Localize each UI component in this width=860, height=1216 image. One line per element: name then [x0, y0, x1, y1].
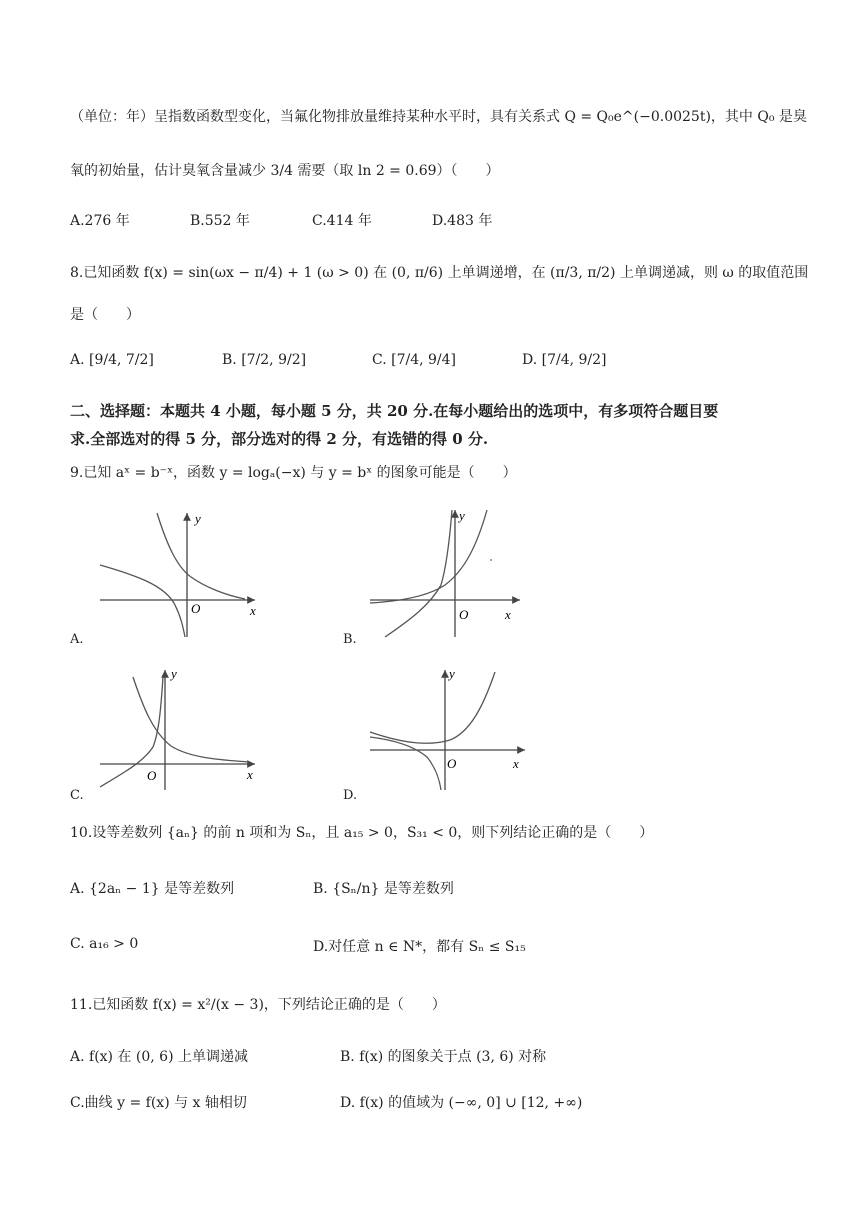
q11-option-b: B. f(x) 的图象关于点 (3, 6) 对称 — [340, 1049, 547, 1065]
q8-line1: 8.已知函数 f(x) = sin(ωx − π/4) + 1 (ω > 0) 在 (0, π/6) 上单调递增，在 (π/3, π/2) 上单调递减，则 ω 的取值范围 — [70, 265, 809, 281]
x-label: x — [250, 603, 256, 618]
q10-option-b: B. {Sₙ/n} 是等差数列 — [313, 881, 454, 897]
origin-label: O — [459, 607, 469, 622]
y-label: y — [195, 511, 201, 526]
origin-label: O — [191, 601, 201, 616]
x-label: x — [513, 756, 519, 771]
curve-exp — [370, 510, 487, 603]
x-label: x — [505, 607, 511, 622]
q8-line2: 是（ ） — [70, 307, 140, 323]
q7-option-a: A.276 年 — [70, 213, 130, 229]
y-label: y — [459, 508, 465, 523]
q10-stem: 10.设等差数列 {aₙ} 的前 n 项和为 Sₙ，且 a₁₅ > 0，S₃₁ < 0，则下列结论正确的是（ ） — [70, 825, 654, 841]
curve-log — [370, 737, 441, 790]
curve-exp — [133, 677, 250, 762]
origin-label: O — [147, 768, 157, 783]
q9-graph-d-label: D. — [343, 788, 358, 803]
q9-graph-c-label: C. — [70, 788, 84, 803]
x-label: x — [247, 767, 253, 782]
q9-graph-b-label: B. — [343, 632, 357, 647]
curve-exp — [157, 513, 245, 599]
q8-option-d: D. [7/4, 9/2] — [522, 352, 607, 368]
q10-option-c: C. a₁₆ > 0 — [70, 936, 139, 952]
q7-line2: 氧的初始量，估计臭氧含量减少 3/4 需要（取 ln 2 = 0.69）（ ） — [70, 163, 500, 179]
q11-option-a: A. f(x) 在 (0, 6) 上单调递减 — [70, 1049, 249, 1065]
q7-option-b: B.552 年 — [190, 213, 250, 229]
q10-option-d: D.对任意 n ∈ N*，都有 Sₙ ≤ S₁₅ — [313, 939, 526, 955]
q11-option-d: D. f(x) 的值域为 (−∞, 0] ∪ [12, +∞) — [340, 1095, 583, 1111]
q8-option-c: C. [7/4, 9/4] — [372, 352, 456, 368]
q11-stem: 11.已知函数 f(x) = x²/(x − 3)，下列结论正确的是（ ） — [70, 997, 446, 1013]
q7-option-d: D.483 年 — [432, 213, 493, 229]
q9-graph-d — [365, 662, 535, 792]
section2-header-line1: 二、选择题：本题共 4 小题，每小题 5 分，共 20 分.在每小题给出的选项中，有多项符合题目要 — [70, 402, 719, 420]
q7-line1: （单位：年）呈指数函数型变化，当氟化物排放量维持某种水平时，具有关系式 Q = Q₀e^(−0.0025t)，其中 Q₀ 是臭 — [70, 109, 807, 125]
curve-log — [385, 510, 452, 637]
q9-graph-c — [95, 662, 265, 792]
q9-graph-a-label: A. — [70, 632, 84, 647]
q9-graph-a — [95, 505, 265, 640]
origin-label: O — [447, 756, 457, 771]
section2-header-line2: 求.全部选对的得 5 分，部分选对的得 2 分，有选错的得 0 分. — [70, 430, 489, 448]
q8-option-b: B. [7/2, 9/2] — [222, 352, 307, 368]
q7-option-c: C.414 年 — [312, 213, 372, 229]
q9-stem: 9.已知 aˣ = b⁻ˣ，函数 y = logₐ(−x) 与 y = bˣ 的图象可能是（ ） — [70, 465, 517, 481]
y-label: y — [171, 666, 177, 681]
q10-option-a: A. {2aₙ − 1} 是等差数列 — [70, 881, 235, 897]
y-label: y — [449, 666, 455, 681]
q8-option-a: A. [9/4, 7/2] — [70, 352, 154, 368]
curve-exp — [370, 672, 495, 743]
curve-log — [100, 565, 185, 637]
q9-graph-b — [365, 505, 530, 640]
q11-option-c: C.曲线 y = f(x) 与 x 轴相切 — [70, 1095, 247, 1111]
